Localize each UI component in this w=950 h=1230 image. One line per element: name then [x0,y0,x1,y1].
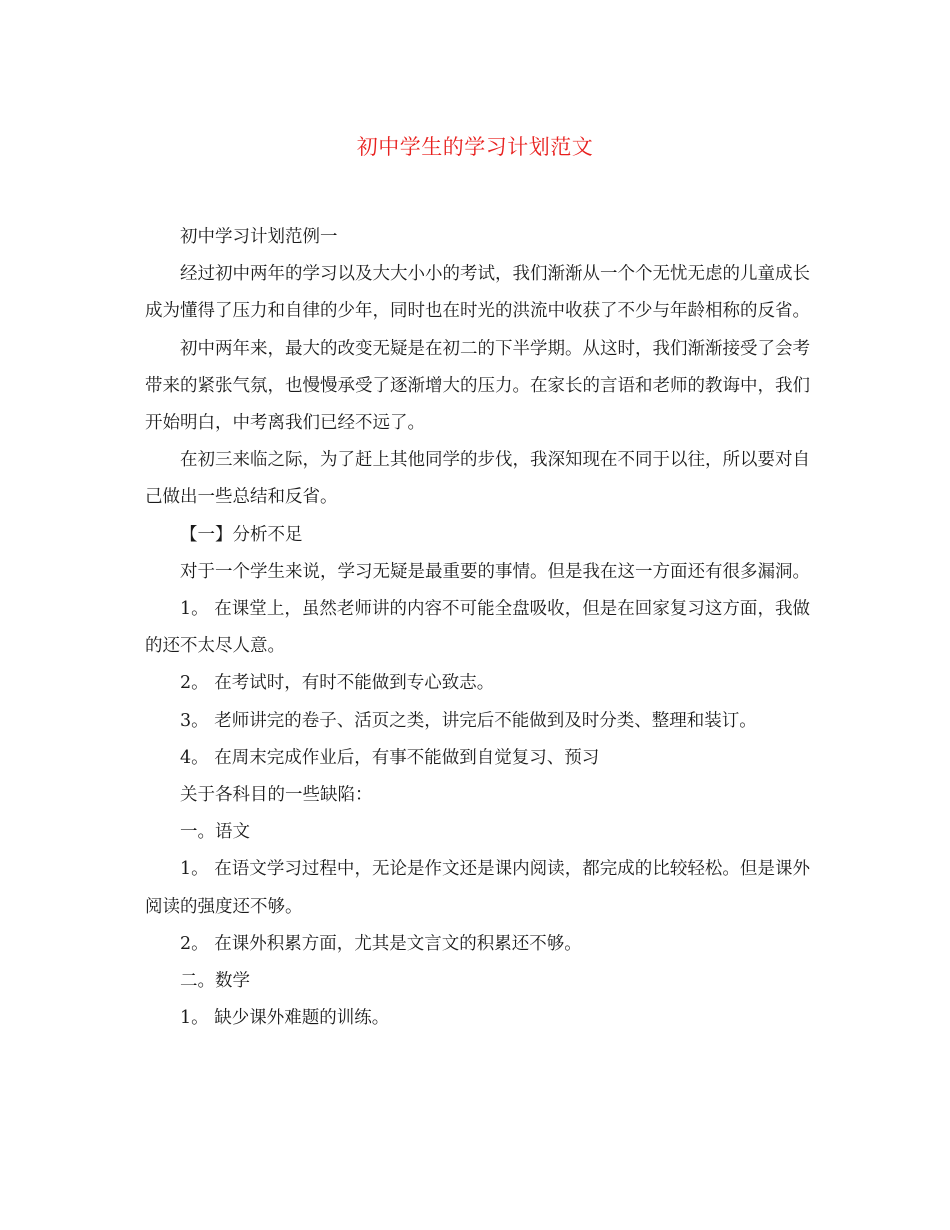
list-item: 4。 在周末完成作业后，有事不能做到自觉复习、预习 [180,747,600,768]
list-item: 1。 在课堂上，虽然老师讲的内容不可能全盘吸收，但是在回家复习这方面，我做的还不太尽人意。 [145,599,810,657]
section-heading: 【一】分析不足 [180,524,303,545]
section-heading: 初中学习计划范例一 [180,227,338,247]
list-item: 2。 在考试时，有时不能做到专心致志。 [180,673,495,694]
subsection-heading: 一。语文 [180,822,250,843]
list-item: 3。 老师讲完的卷子、活页之类，讲完后不能做到及时分类、整理和装订。 [180,710,757,731]
paragraph: 在初三来临之际，为了赶上其他同学的步伐，我深知现在不同于以往，所以要对自己做出一些总结和反省。 [145,450,810,508]
document-body [145,219,810,1037]
paragraph: 经过初中两年的学习以及大大小小的考试，我们渐渐从一个个无忧无虑的儿童成长成为懂得了压力和自律的少年，同时也在时光的洪流中收获了不少与年龄相称的反省。 [145,264,810,322]
list-item: 1。 缺少课外难题的训练。 [180,1008,390,1029]
paragraph: 初中两年来，最大的改变无疑是在初二的下半学期。从这时，我们渐渐接受了会考带来的紧张气氛，也慢慢承受了逐渐增大的压力。在家长的言语和老师的教诲中，我们开始明白，中考离我们已经不远了。 [145,338,810,434]
subsection-heading: 二。数学 [180,971,250,992]
paragraph: 关于各科目的一些缺陷： [180,785,373,806]
list-item: 2。 在课外积累方面，尤其是文言文的积累还不够。 [180,933,582,954]
list-item: 1。 在语文学习过程中，无论是作文还是课内阅读，都完成的比较轻松。但是课外阅读的强度还不够。 [145,859,810,917]
document-title: 初中学生的学习计划范文 [356,135,594,159]
paragraph: 对于一个学生来说，学习无疑是最重要的事情。但是我在这一方面还有很多漏洞。 [180,561,810,582]
